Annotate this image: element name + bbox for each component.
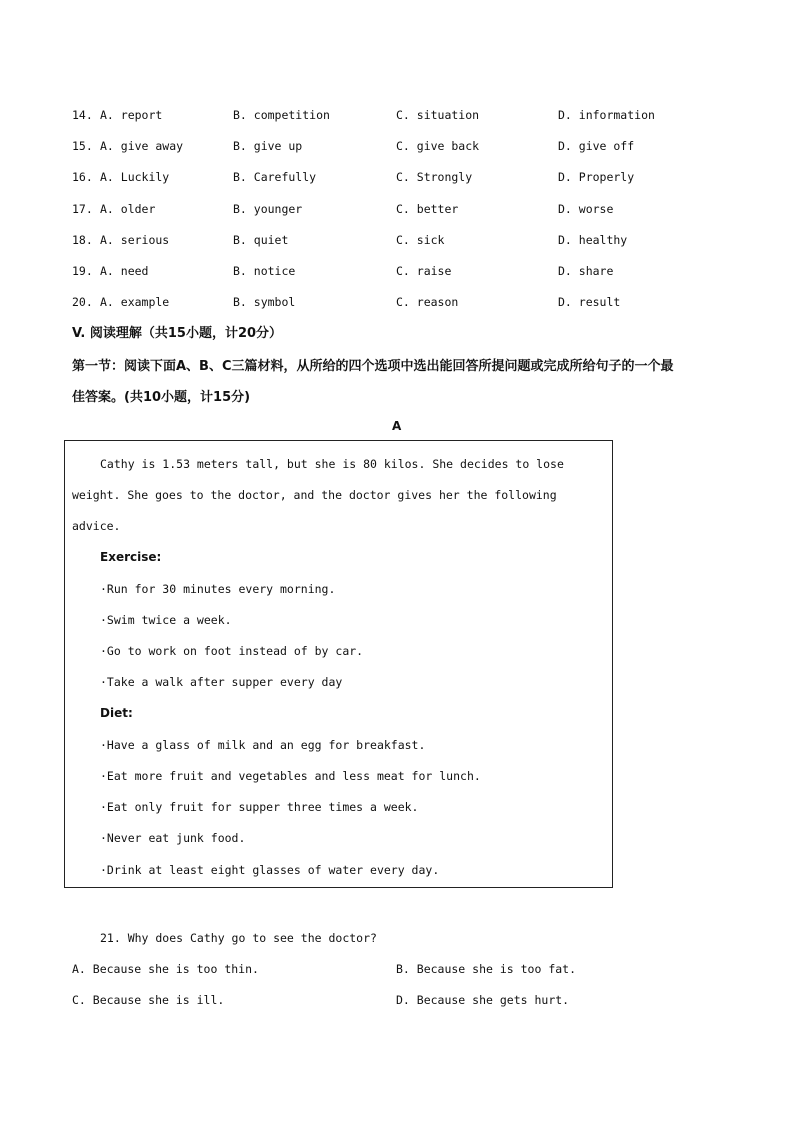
option-b: B. notice (233, 264, 296, 278)
option-a: A. need (100, 264, 149, 278)
option-a: A. serious (100, 232, 170, 247)
option-a: A. report (100, 108, 163, 122)
exercise-heading: Exercise: (100, 550, 162, 564)
option-a: A. give away (100, 139, 184, 154)
option-b: B. Carefully (233, 170, 317, 185)
option-c: C. Strongly (396, 170, 473, 185)
option-d: D. healthy (558, 232, 628, 247)
exercise-item: ·Take a walk after supper every day (100, 675, 343, 689)
option-a: A. older (100, 201, 156, 216)
exercise-item: ·Swim twice a week. (100, 613, 232, 627)
passage-box (64, 440, 613, 888)
question-number: 19. (72, 264, 93, 278)
option-d: D. share (558, 264, 614, 278)
question-number: 14. (72, 108, 93, 122)
section-title: V. 阅读理解（共15小题，计20分） (72, 326, 283, 341)
option-c: C. situation (396, 108, 480, 122)
option-d: D. result (558, 295, 621, 310)
option-c: C. reason (396, 295, 459, 310)
question-number: 18. (72, 232, 93, 247)
question-number: 15. (72, 139, 93, 154)
option-a: A. example (100, 295, 170, 310)
option-b: B. symbol (233, 295, 296, 310)
option-b: B. quiet (233, 232, 289, 247)
option-d: D. Properly (558, 170, 635, 185)
option-d: D. Because she gets hurt. (396, 993, 570, 1007)
diet-heading: Diet: (100, 706, 133, 720)
diet-item: ·Drink at least eight glasses of water every day. (100, 863, 440, 877)
diet-item: ·Eat more fruit and vegetables and less meat for lunch. (100, 769, 481, 783)
question-21: 21. Why does Cathy go to see the doctor? (100, 931, 377, 945)
option-c: C. better (396, 201, 459, 216)
passage-line: weight. She goes to the doctor, and the doctor gives her the following (72, 488, 557, 502)
question-number: 20. (72, 295, 93, 310)
exercise-item: ·Run for 30 minutes every morning. (100, 582, 336, 596)
option-b: B. competition (233, 108, 330, 122)
option-c: C. Because she is ill. (72, 993, 225, 1007)
option-c: C. give back (396, 139, 480, 154)
diet-item: ·Never eat junk food. (100, 831, 246, 845)
option-d: D. information (558, 108, 655, 122)
option-c: C. raise (396, 264, 452, 278)
diet-item: ·Eat only fruit for supper three times a week. (100, 800, 419, 814)
option-d: D. worse (558, 201, 614, 216)
option-b: B. Because she is too fat. (396, 962, 577, 976)
section-intro: 第一节：阅读下面A、B、C三篇材料，从所给的四个选项中选出能回答所提问题或完成所给句子的一个最 (72, 359, 674, 374)
passage-line: advice. (72, 519, 121, 533)
option-b: B. younger (233, 201, 303, 216)
option-b: B. give up (233, 139, 303, 154)
question-number: 17. (72, 201, 93, 216)
exercise-item: ·Go to work on foot instead of by car. (100, 644, 364, 658)
option-a: A. Luckily (100, 170, 170, 185)
option-a: A. Because she is too thin. (72, 962, 259, 976)
passage-label: A (392, 419, 402, 433)
section-intro-cont: 佳答案。(共10小题，计15分) (72, 390, 251, 405)
question-number: 16. (72, 170, 93, 185)
option-d: D. give off (558, 139, 635, 154)
diet-item: ·Have a glass of milk and an egg for breakfast. (100, 738, 426, 752)
passage-line: Cathy is 1.53 meters tall, but she is 80 kilos. She decides to lose (100, 457, 564, 471)
option-c: C. sick (396, 232, 445, 247)
